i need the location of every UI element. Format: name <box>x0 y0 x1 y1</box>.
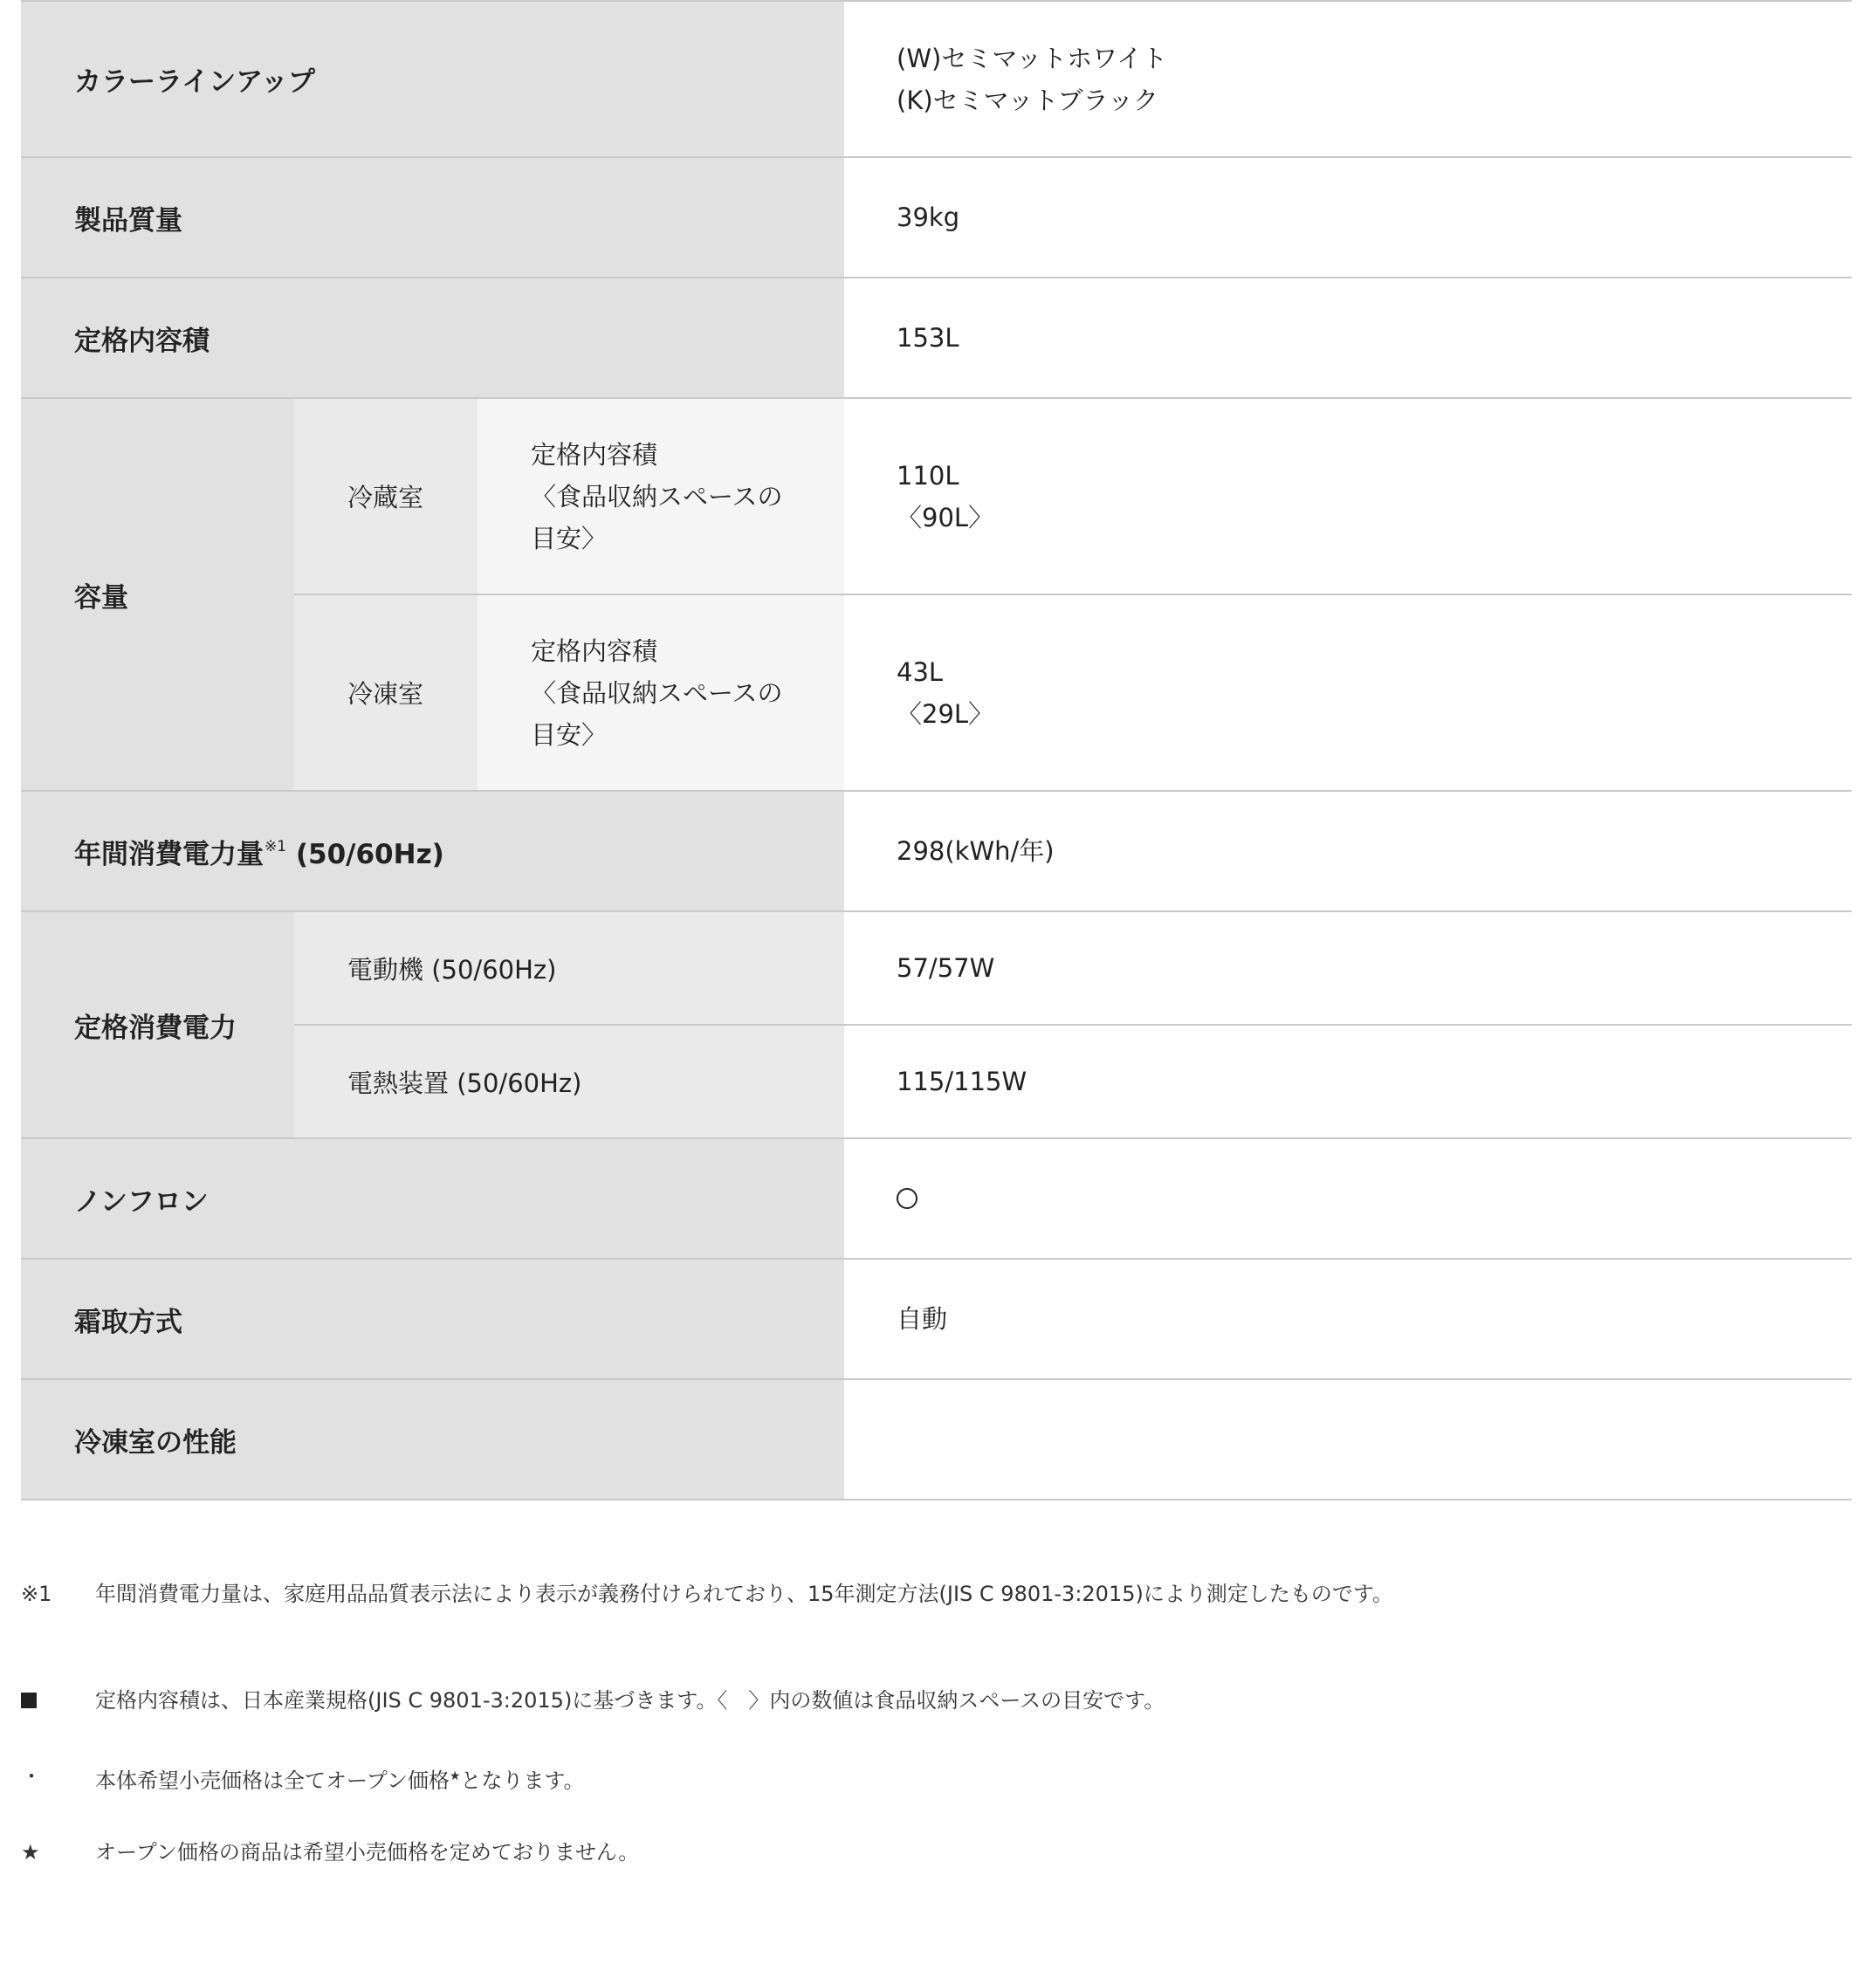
weight-label: 製品質量 <box>21 157 844 278</box>
row-weight <box>21 157 1852 278</box>
freezer-performance-value <box>844 1379 1852 1500</box>
row-rated-power-motor <box>21 911 1852 1025</box>
footnote-text-after: となります。 <box>460 1768 585 1793</box>
heater-value: 115/115W <box>844 1025 1852 1138</box>
freezer-value-line: 〈29L〉 <box>897 698 994 729</box>
star-icon: ★ <box>21 1840 40 1865</box>
annual-power-value: 298(kWh/年) <box>844 791 1852 911</box>
footnote-3 <box>21 1761 1852 1792</box>
weight-value: 39kg <box>844 157 1852 278</box>
heater-label: 電熱装置 (50/60Hz) <box>294 1025 844 1138</box>
footnote-mark: ※1 <box>21 1582 52 1606</box>
row-capacity-freezer <box>21 594 1852 791</box>
freezer-desc <box>478 594 844 791</box>
fridge-desc-line: 定格内容積 <box>531 439 658 470</box>
rated-power-label: 定格消費電力 <box>21 911 294 1138</box>
footnote-4 <box>21 1837 1852 1868</box>
footnote-2 <box>21 1685 1852 1716</box>
footnote-1 <box>21 1578 1852 1610</box>
footnote-text: オープン価格の商品は希望小売価格を定めておりません。 <box>95 1840 640 1865</box>
circle-mark-icon <box>897 1188 917 1209</box>
row-annual-power <box>21 791 1852 911</box>
rated-capacity-label: 定格内容積 <box>21 278 844 398</box>
freezer-value <box>844 594 1852 791</box>
freezer-desc-line: 定格内容積 <box>531 635 658 666</box>
motor-value: 57/57W <box>844 911 1852 1025</box>
fridge-desc <box>478 398 844 594</box>
defrost-value: 自動 <box>844 1259 1852 1379</box>
footnote-ref: ※1 <box>265 837 287 855</box>
freezer-desc-line: 〈食品収納スペースの <box>531 677 783 708</box>
annual-power-label-text: 年間消費電力量 <box>74 838 264 870</box>
freezer-performance-label: 冷凍室の性能 <box>21 1379 844 1500</box>
color-option-black: (K)セミマットブラック <box>897 85 1159 115</box>
capacity-label: 容量 <box>21 398 294 791</box>
row-color-lineup <box>21 1 1852 157</box>
fridge-label: 冷蔵室 <box>294 398 478 594</box>
footnote-text: 年間消費電力量は、家庭用品品質表示法により表示が義務付けられており、15年測定方法(JIS C 9801-3:2015)により測定したものです。 <box>95 1582 1393 1606</box>
defrost-label: 霜取方式 <box>21 1259 844 1379</box>
footnote-text: 定格内容積は、日本産業規格(JIS C 9801-3:2015)に基づきます。〈 〉内の数値は食品収納スペースの目安です。 <box>95 1688 1165 1713</box>
freezer-desc-line: 目安〉 <box>531 719 608 750</box>
fridge-value-line: 110L <box>897 460 959 491</box>
motor-label: 電動機 (50/60Hz) <box>294 911 844 1025</box>
row-freezer-performance <box>21 1379 1852 1500</box>
fridge-desc-line: 〈食品収納スペースの <box>531 481 783 512</box>
annual-power-label <box>21 791 844 911</box>
non-freon-label: ノンフロン <box>21 1138 844 1259</box>
row-rated-capacity <box>21 278 1852 398</box>
footnote-mark: ・ <box>21 1764 42 1789</box>
footnote-text <box>95 1761 585 1796</box>
non-freon-value <box>844 1138 1852 1259</box>
fridge-desc-line: 目安〉 <box>531 523 608 553</box>
footnote-mark <box>21 1685 73 1716</box>
color-option-white: (W)セミマットホワイト <box>897 43 1168 73</box>
row-rated-power-heater <box>21 1025 1852 1138</box>
color-lineup-value <box>844 1 1852 157</box>
spec-table <box>21 0 1852 1501</box>
color-lineup-label: カラーラインアップ <box>21 1 844 157</box>
footnote-text-main: 本体希望小売価格は全てオープン価格 <box>95 1768 450 1793</box>
row-defrost <box>21 1259 1852 1379</box>
fridge-value <box>844 398 1852 594</box>
annual-power-label-suffix: (50/60Hz) <box>286 838 444 870</box>
freezer-label: 冷凍室 <box>294 594 478 791</box>
fridge-value-line: 〈90L〉 <box>897 502 994 532</box>
row-non-freon <box>21 1138 1852 1259</box>
black-square-icon <box>21 1693 37 1708</box>
star-icon: ★ <box>449 1769 461 1783</box>
freezer-value-line: 43L <box>897 656 944 687</box>
row-capacity-fridge <box>21 398 1852 594</box>
rated-capacity-value: 153L <box>844 278 1852 398</box>
